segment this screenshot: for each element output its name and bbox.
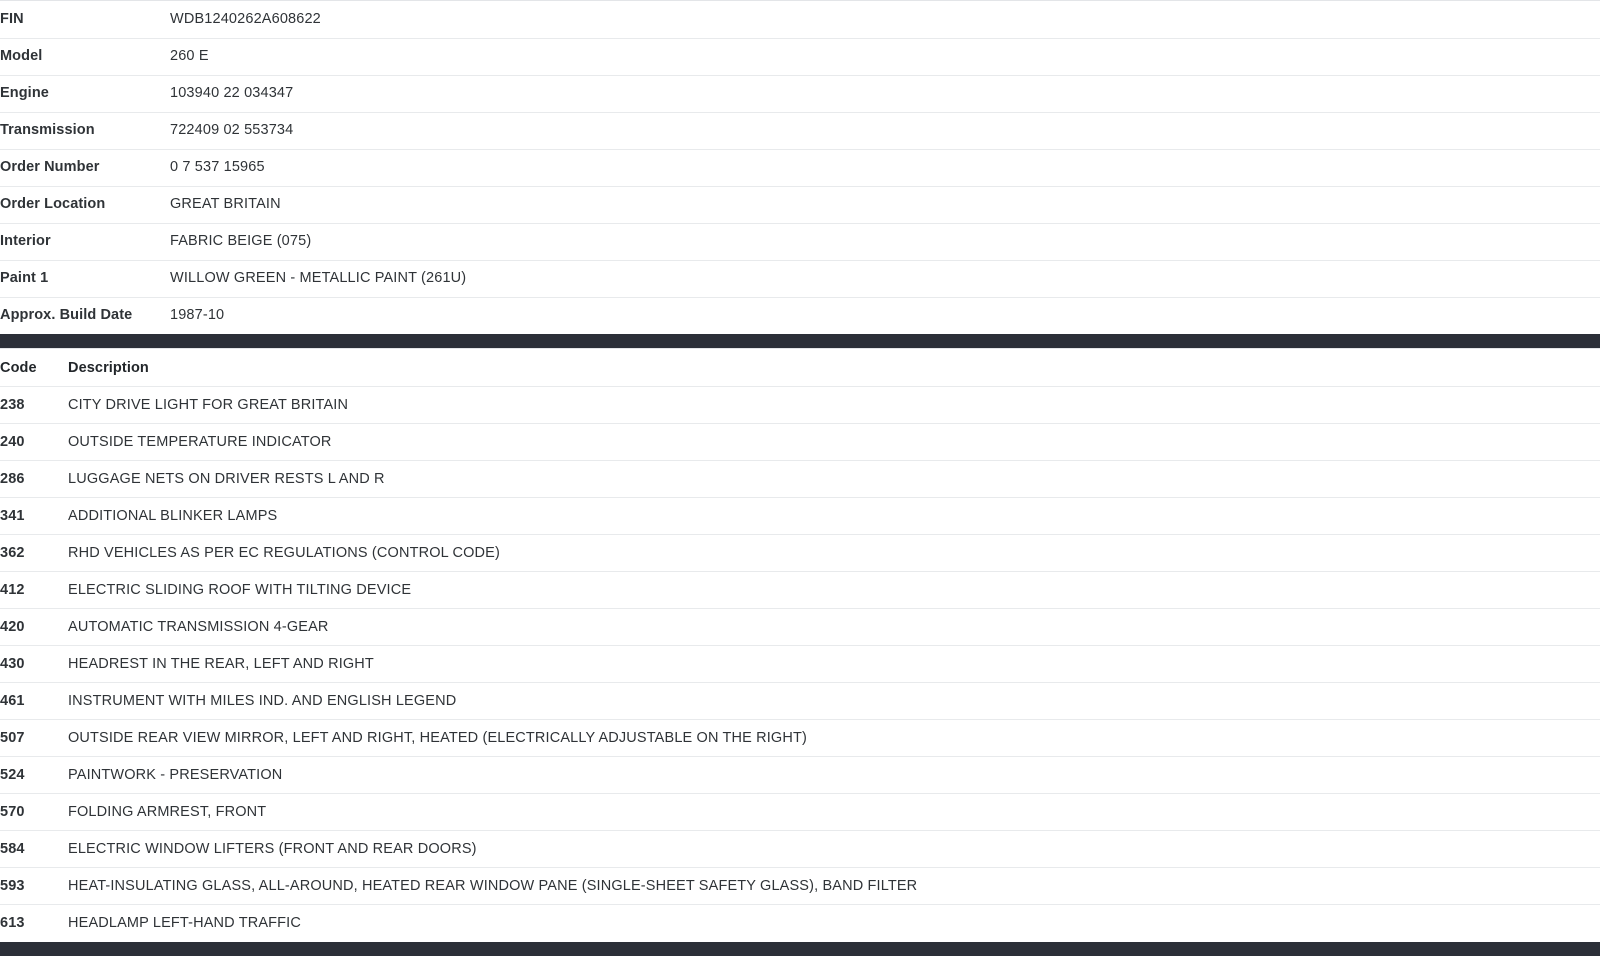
cell-code: 507	[0, 720, 68, 757]
cell-description: PAINTWORK - PRESERVATION	[68, 757, 1600, 794]
info-row	[0, 75, 1600, 112]
vehicle-info-body	[0, 1, 1600, 334]
cell-description: ADDITIONAL BLINKER LAMPS	[68, 498, 1600, 535]
option-codes-head	[0, 349, 1600, 387]
cell-code: 461	[0, 683, 68, 720]
info-row-label: Transmission	[0, 112, 170, 149]
info-row	[0, 149, 1600, 186]
cell-code: 341	[0, 498, 68, 535]
table-row	[0, 683, 1600, 720]
cell-description: AUTOMATIC TRANSMISSION 4-GEAR	[68, 609, 1600, 646]
cell-description: FOLDING ARMREST, FRONT	[68, 794, 1600, 831]
table-row	[0, 572, 1600, 609]
cell-description: HEADREST IN THE REAR, LEFT AND RIGHT	[68, 646, 1600, 683]
table-row	[0, 609, 1600, 646]
table-row	[0, 794, 1600, 831]
cell-description: RHD VEHICLES AS PER EC REGULATIONS (CONTROL CODE)	[68, 535, 1600, 572]
info-row	[0, 297, 1600, 334]
info-row-label: Interior	[0, 223, 170, 260]
table-row	[0, 424, 1600, 461]
info-row-label: Paint 1	[0, 260, 170, 297]
cell-code: 593	[0, 868, 68, 905]
cell-code: 412	[0, 572, 68, 609]
info-row-label: Order Location	[0, 186, 170, 223]
cell-code: 430	[0, 646, 68, 683]
table-row	[0, 646, 1600, 683]
column-header-code: Code	[0, 349, 68, 387]
info-row	[0, 186, 1600, 223]
vehicle-info-card	[0, 0, 1600, 334]
info-row-value: FABRIC BEIGE (075)	[170, 223, 1600, 260]
cell-description: INSTRUMENT WITH MILES IND. AND ENGLISH LEGEND	[68, 683, 1600, 720]
info-row-value: 722409 02 553734	[170, 112, 1600, 149]
table-row	[0, 498, 1600, 535]
table-row	[0, 868, 1600, 905]
column-header-description: Description	[68, 349, 1600, 387]
cell-description: CITY DRIVE LIGHT FOR GREAT BRITAIN	[68, 387, 1600, 424]
cell-description: ELECTRIC WINDOW LIFTERS (FRONT AND REAR DOORS)	[68, 831, 1600, 868]
info-row-value: WDB1240262A608622	[170, 1, 1600, 38]
table-row	[0, 720, 1600, 757]
cell-code: 570	[0, 794, 68, 831]
info-row-label: Approx. Build Date	[0, 307, 133, 324]
info-row	[0, 223, 1600, 260]
section-divider	[0, 334, 1600, 348]
table-row	[0, 461, 1600, 498]
table-header-row	[0, 349, 1600, 387]
info-row-label: Model	[0, 38, 170, 75]
cell-description: HEADLAMP LEFT-HAND TRAFFIC	[68, 915, 301, 932]
option-codes-body	[0, 387, 1600, 942]
info-row	[0, 112, 1600, 149]
cell-description: ELECTRIC SLIDING ROOF WITH TILTING DEVICE	[68, 572, 1600, 609]
cell-description: OUTSIDE TEMPERATURE INDICATOR	[68, 424, 1600, 461]
table-row	[0, 905, 1600, 942]
info-row-value: GREAT BRITAIN	[170, 186, 1600, 223]
option-codes-card	[0, 348, 1600, 942]
cell-code: 238	[0, 387, 68, 424]
cell-description: HEAT-INSULATING GLASS, ALL-AROUND, HEATED REAR WINDOW PANE (SINGLE-SHEET SAFETY GLASS), BAND FILTER	[68, 868, 1600, 905]
cell-description: LUGGAGE NETS ON DRIVER RESTS L AND R	[68, 461, 1600, 498]
cell-code: 584	[0, 831, 68, 868]
info-row-label: Engine	[0, 75, 170, 112]
option-codes-table	[0, 349, 1600, 942]
cell-code: 362	[0, 535, 68, 572]
info-row-value: 103940 22 034347	[170, 75, 1600, 112]
table-row	[0, 535, 1600, 572]
info-row	[0, 1, 1600, 38]
table-row	[0, 757, 1600, 794]
cell-code: 524	[0, 757, 68, 794]
info-row-value: 1987-10	[170, 307, 225, 324]
cell-code: 613	[0, 915, 25, 932]
vehicle-info-table	[0, 1, 1600, 334]
info-row	[0, 260, 1600, 297]
cell-code: 286	[0, 461, 68, 498]
table-row	[0, 387, 1600, 424]
info-row-value: 260 E	[170, 38, 1600, 75]
cell-code: 420	[0, 609, 68, 646]
info-row	[0, 38, 1600, 75]
cell-code: 240	[0, 424, 68, 461]
info-row-value: 0 7 537 15965	[170, 149, 1600, 186]
table-row	[0, 831, 1600, 868]
cell-description: OUTSIDE REAR VIEW MIRROR, LEFT AND RIGHT, HEATED (ELECTRICALLY ADJUSTABLE ON THE RIGHT)	[68, 720, 1600, 757]
info-row-value: WILLOW GREEN - METALLIC PAINT (261U)	[170, 260, 1600, 297]
info-row-label: Order Number	[0, 149, 170, 186]
info-row-label: FIN	[0, 1, 170, 38]
